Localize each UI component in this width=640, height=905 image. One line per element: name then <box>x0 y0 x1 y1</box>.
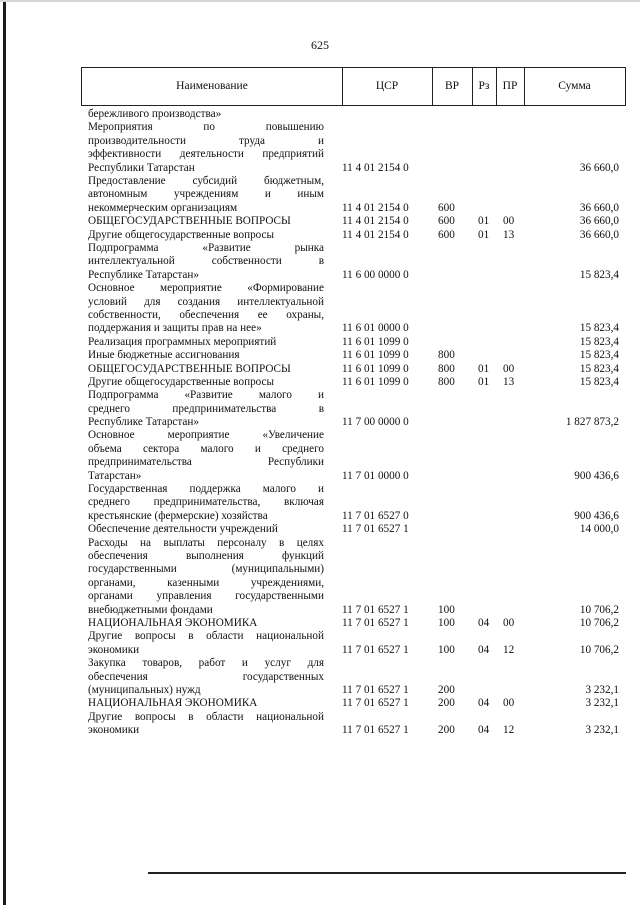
row-name-line: Другие общегосударственные вопросы <box>88 228 275 241</box>
row-name-line: производительности труда и <box>88 134 324 147</box>
row-sum: 900 436,6 <box>574 469 619 482</box>
row-name <box>88 697 324 710</box>
table-row <box>0 108 640 121</box>
row-csr: 11 4 01 2154 0 <box>342 161 409 174</box>
row-name-line: собственности, обеспечения ее охраны, <box>88 308 324 321</box>
header-vr: ВР <box>444 80 460 92</box>
table-row <box>0 711 640 738</box>
table-row <box>0 630 640 657</box>
row-name-line: поддержания и защиты прав на нее» <box>88 322 262 335</box>
row-name-line: некоммерческим организациям <box>88 201 238 214</box>
table-row <box>0 336 640 349</box>
row-name <box>88 389 324 429</box>
table-row <box>0 389 640 429</box>
row-vr: 200 <box>438 684 455 697</box>
row-name-line: Государственная поддержка малого и <box>88 483 324 496</box>
row-name-line: Реализация программных мероприятий <box>88 335 277 348</box>
table-row <box>0 657 640 697</box>
row-csr: 11 7 01 6527 1 <box>342 643 409 656</box>
row-csr: 11 7 01 6527 1 <box>342 697 409 710</box>
row-name-line: предпринимательства Республики <box>88 456 324 469</box>
row-name <box>88 523 324 536</box>
row-csr: 11 7 01 6527 1 <box>342 724 409 737</box>
table-row <box>0 523 640 536</box>
row-csr: 11 6 01 1099 0 <box>342 375 409 388</box>
row-name-line: Мероприятия по повышению <box>88 121 324 134</box>
row-csr: 11 6 01 0000 0 <box>342 322 409 335</box>
row-name-line: Татарстан» <box>88 469 142 482</box>
row-name-line: Подпрограмма «Развитие малого и <box>88 389 324 402</box>
row-name-line: ОБЩЕГОСУДАРСТВЕННЫЕ ВОПРОСЫ <box>88 362 291 375</box>
row-vr: 800 <box>438 375 455 388</box>
row-csr: 11 4 01 2154 0 <box>342 228 409 241</box>
row-pr: 13 <box>503 375 515 388</box>
row-name-line: Республике Татарстан» <box>88 416 199 429</box>
table-row <box>0 242 640 282</box>
header-rz: Рз <box>478 80 490 92</box>
row-csr: 11 7 01 6527 1 <box>342 523 409 536</box>
row-name-line: НАЦИОНАЛЬНАЯ ЭКОНОМИКА <box>88 697 258 710</box>
row-name-line: обеспечения выполнения функций <box>88 550 324 563</box>
table-row <box>0 483 640 523</box>
row-vr: 100 <box>438 643 455 656</box>
row-name-line: Расходы на выплаты персоналу в целях <box>88 536 324 549</box>
row-name-line: автономным учреждениям и иным <box>88 188 324 201</box>
row-sum: 15 823,4 <box>579 335 619 348</box>
header-csr: ЦСР <box>375 80 399 92</box>
row-csr: 11 7 01 6527 1 <box>342 617 409 630</box>
table-row <box>0 175 640 215</box>
row-rz: 01 <box>478 362 490 375</box>
row-rz: 04 <box>478 697 490 710</box>
row-name-line: государственными (муниципальными) <box>88 563 324 576</box>
row-sum: 3 232,1 <box>585 697 619 710</box>
row-name-line: Иные бюджетные ассигнования <box>88 349 240 362</box>
row-rz: 01 <box>478 228 490 241</box>
row-csr: 11 6 01 1099 0 <box>342 335 409 348</box>
row-sum: 36 660,0 <box>579 215 619 228</box>
row-sum: 3 232,1 <box>585 684 619 697</box>
scan-top-edge <box>0 0 640 2</box>
row-vr: 800 <box>438 362 455 375</box>
row-csr: 11 6 00 0000 0 <box>342 268 409 281</box>
row-vr: 100 <box>438 603 455 616</box>
row-csr: 11 4 01 2154 0 <box>342 215 409 228</box>
row-pr: 00 <box>503 215 515 228</box>
row-name <box>88 483 324 523</box>
row-name-line: крестьянские (фермерские) хозяйства <box>88 509 268 522</box>
row-name-line: экономики <box>88 643 140 656</box>
header-pr: ПР <box>502 80 518 92</box>
row-name <box>88 630 324 657</box>
row-name <box>88 108 324 121</box>
row-name-line: Другие общегосударственные вопросы <box>88 375 275 388</box>
table-row <box>0 363 640 376</box>
row-vr: 800 <box>438 349 455 362</box>
row-vr: 600 <box>438 201 455 214</box>
row-csr: 11 7 00 0000 0 <box>342 416 409 429</box>
table-row <box>0 429 640 483</box>
row-sum: 36 660,0 <box>579 161 619 174</box>
table-row <box>0 376 640 389</box>
row-name-line: Закупка товаров, работ и услуг для <box>88 657 324 670</box>
row-sum: 36 660,0 <box>579 201 619 214</box>
row-name-line: Республике Татарстан» <box>88 268 199 281</box>
table-row <box>0 229 640 242</box>
row-name-line: экономики <box>88 724 140 737</box>
row-sum: 15 823,4 <box>579 268 619 281</box>
header-name: Наименование <box>176 80 248 92</box>
table-row <box>0 537 640 617</box>
row-name-line: среднего предпринимательства, включая <box>88 496 324 509</box>
table-row <box>0 349 640 362</box>
row-sum: 36 660,0 <box>579 228 619 241</box>
row-name-line: Подпрограмма «Развитие рынка <box>88 241 324 254</box>
row-pr: 12 <box>503 643 515 656</box>
row-pr: 00 <box>503 617 515 630</box>
budget-table-body <box>0 108 640 738</box>
row-name <box>88 121 324 175</box>
row-pr: 00 <box>503 362 515 375</box>
row-name-line: Предоставление субсидий бюджетным, <box>88 174 324 187</box>
row-sum: 3 232,1 <box>585 724 619 737</box>
row-name <box>88 657 324 697</box>
row-vr: 100 <box>438 617 455 630</box>
row-vr: 600 <box>438 228 455 241</box>
row-sum: 14 000,0 <box>579 523 619 536</box>
row-name-line: НАЦИОНАЛЬНАЯ ЭКОНОМИКА <box>88 617 258 630</box>
bottom-rule <box>148 872 626 874</box>
row-name <box>88 349 324 362</box>
row-sum: 10 706,2 <box>579 617 619 630</box>
table-row <box>0 121 640 175</box>
row-name-line: (муниципальных) нужд <box>88 684 201 697</box>
row-name-line: интеллектуальной собственности в <box>88 255 324 268</box>
row-name-line: Обеспечение деятельности учреждений <box>88 523 278 536</box>
row-sum: 900 436,6 <box>574 509 619 522</box>
header-sum: Сумма <box>558 80 591 92</box>
row-name <box>88 376 324 389</box>
row-csr: 11 7 01 6527 0 <box>342 509 409 522</box>
row-name-line: органами управления государственными <box>88 590 324 603</box>
row-name <box>88 363 324 376</box>
row-pr: 00 <box>503 697 515 710</box>
row-name-line: Другие вопросы в области национальной <box>88 710 324 723</box>
row-name-line: обеспечения государственных <box>88 670 324 683</box>
row-sum: 15 823,4 <box>579 322 619 335</box>
row-name <box>88 282 324 336</box>
row-vr: 200 <box>438 697 455 710</box>
row-name <box>88 429 324 483</box>
row-name <box>88 711 324 738</box>
table-row <box>0 697 640 710</box>
row-name-line: объема сектора малого и среднего <box>88 442 324 455</box>
row-csr: 11 6 01 1099 0 <box>342 362 409 375</box>
row-name-line: органами, казенными учреждениями, <box>88 576 324 589</box>
row-vr: 600 <box>438 215 455 228</box>
row-rz: 01 <box>478 215 490 228</box>
row-rz: 04 <box>478 724 490 737</box>
row-rz: 04 <box>478 617 490 630</box>
row-name-line: Основное мероприятие «Увеличение <box>88 429 324 442</box>
row-pr: 13 <box>503 228 515 241</box>
row-name-line: Другие вопросы в области национальной <box>88 630 324 643</box>
row-name <box>88 537 324 617</box>
row-sum: 15 823,4 <box>579 349 619 362</box>
row-vr: 200 <box>438 724 455 737</box>
row-name-line: условий для создания интеллектуальной <box>88 295 324 308</box>
row-name <box>88 336 324 349</box>
table-header <box>81 67 626 106</box>
row-csr: 11 4 01 2154 0 <box>342 201 409 214</box>
row-csr: 11 7 01 6527 1 <box>342 603 409 616</box>
row-name <box>88 229 324 242</box>
row-name-line: Республики Татарстан <box>88 161 195 174</box>
row-sum: 10 706,2 <box>579 603 619 616</box>
row-name <box>88 215 324 228</box>
row-name-line: Основное мероприятие «Формирование <box>88 282 324 295</box>
row-rz: 04 <box>478 643 490 656</box>
row-name <box>88 175 324 215</box>
row-name-line: ОБЩЕГОСУДАРСТВЕННЫЕ ВОПРОСЫ <box>88 215 291 228</box>
row-pr: 12 <box>503 724 515 737</box>
table-row <box>0 282 640 336</box>
row-name-line: среднего предпринимательства в <box>88 402 324 415</box>
row-sum: 1 827 873,2 <box>565 416 619 429</box>
row-name <box>88 617 324 630</box>
row-name <box>88 242 324 282</box>
row-name-line: эффективности деятельности предприятий <box>88 148 324 161</box>
page-number: 625 <box>311 38 329 52</box>
row-rz: 01 <box>478 375 490 388</box>
row-sum: 15 823,4 <box>579 362 619 375</box>
row-csr: 11 7 01 0000 0 <box>342 469 409 482</box>
table-row <box>0 215 640 228</box>
row-sum: 10 706,2 <box>579 643 619 656</box>
table-row <box>0 617 640 630</box>
row-csr: 11 7 01 6527 1 <box>342 684 409 697</box>
row-name-line: внебюджетными фондами <box>88 603 213 616</box>
row-sum: 15 823,4 <box>579 375 619 388</box>
row-name-line: бережливого производства» <box>88 108 222 120</box>
row-csr: 11 6 01 1099 0 <box>342 349 409 362</box>
